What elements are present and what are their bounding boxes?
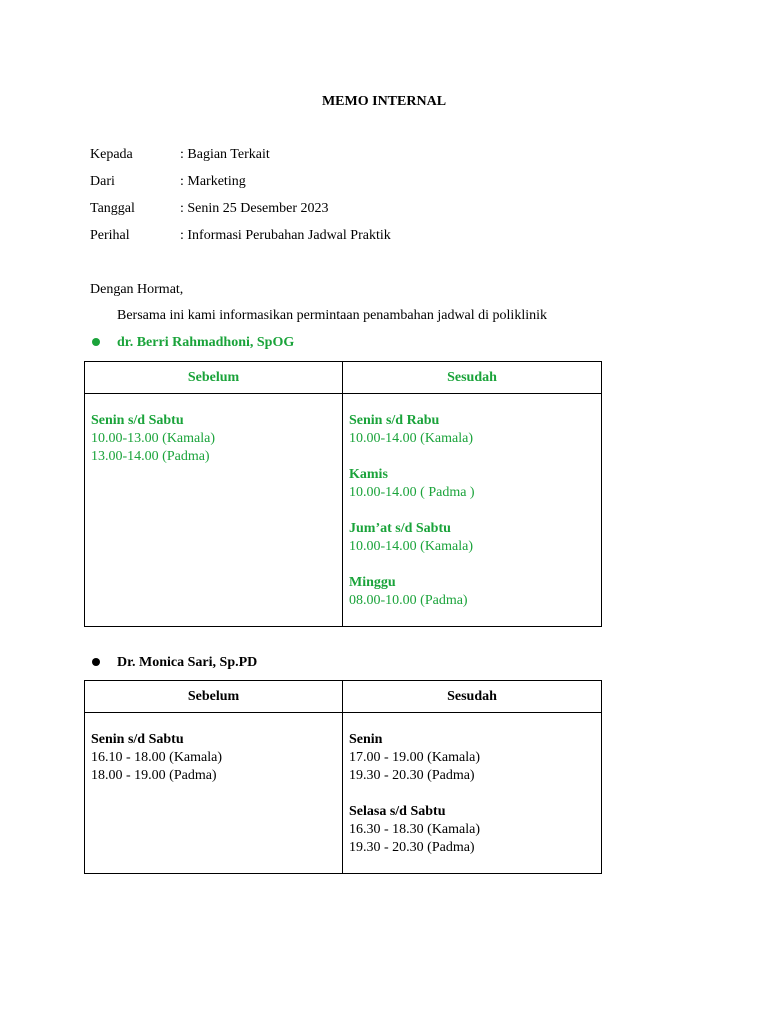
schedule-day: Selasa s/d Sabtu (349, 804, 446, 819)
meta-label-tanggal: Tanggal (90, 201, 135, 216)
schedule-time: 10.00-14.00 ( Padma ) (349, 485, 475, 500)
intro-paragraph: Bersama ini kami informasikan permintaan penambahan jadwal di poliklinik (117, 308, 547, 323)
schedule-table-1 (84, 361, 602, 627)
schedule-time: 08.00-10.00 (Padma) (349, 593, 468, 608)
schedule-time: 18.00 - 19.00 (Padma) (91, 768, 217, 783)
schedule-day: Senin s/d Sabtu (91, 413, 184, 428)
header-sesudah: Sesudah (343, 681, 602, 713)
schedule-time: 17.00 - 19.00 (Kamala) (349, 750, 481, 765)
cell-after (343, 713, 602, 874)
schedule-time: 10.00-13.00 (Kamala) (91, 431, 216, 446)
meta-value-tanggal: : Senin 25 Desember 2023 (180, 201, 329, 216)
schedule-block (349, 466, 595, 502)
schedule-time: 16.30 - 18.30 (Kamala) (349, 822, 481, 837)
cell-before (85, 713, 343, 874)
header-sesudah: Sesudah (343, 362, 602, 394)
bullet-icon (92, 338, 100, 346)
doctor-name-2: Dr. Monica Sari, Sp.PD (117, 655, 258, 670)
meta-value-kepada: : Bagian Terkait (180, 147, 270, 162)
schedule-block (349, 520, 595, 556)
cell-before (85, 394, 343, 627)
meta-label-kepada: Kepada (90, 147, 133, 162)
schedule-block (349, 574, 595, 610)
schedule-day: Minggu (349, 575, 396, 590)
schedule-day: Senin s/d Rabu (349, 413, 440, 428)
schedule-day: Jum’at s/d Sabtu (349, 521, 451, 536)
schedule-block (349, 412, 595, 448)
schedule-block (91, 731, 336, 785)
schedule-block (349, 803, 595, 857)
schedule-time: 13.00-14.00 (Padma) (91, 449, 210, 464)
memo-title: MEMO INTERNAL (321, 94, 447, 109)
schedule-day: Senin (349, 732, 383, 747)
schedule-time: 16.10 - 18.00 (Kamala) (91, 750, 223, 765)
meta-value-dari: : Marketing (180, 174, 246, 189)
meta-label-dari: Dari (90, 174, 115, 189)
bullet-icon (92, 658, 100, 666)
schedule-block (91, 412, 336, 466)
schedule-block (349, 731, 595, 785)
schedule-time: 19.30 - 20.30 (Padma) (349, 840, 475, 855)
header-sebelum: Sebelum (85, 362, 343, 394)
cell-after (343, 394, 602, 627)
header-sebelum: Sebelum (85, 681, 343, 713)
schedule-time: 10.00-14.00 (Kamala) (349, 539, 474, 554)
schedule-table-2 (84, 680, 602, 874)
greeting: Dengan Hormat, (90, 282, 184, 297)
schedule-day: Senin s/d Sabtu (91, 732, 184, 747)
schedule-day: Kamis (349, 467, 388, 482)
meta-value-perihal: : Informasi Perubahan Jadwal Praktik (180, 228, 391, 243)
doctor-name-1: dr. Berri Rahmadhoni, SpOG (117, 335, 295, 350)
schedule-time: 10.00-14.00 (Kamala) (349, 431, 474, 446)
schedule-time: 19.30 - 20.30 (Padma) (349, 768, 475, 783)
meta-label-perihal: Perihal (90, 228, 130, 243)
